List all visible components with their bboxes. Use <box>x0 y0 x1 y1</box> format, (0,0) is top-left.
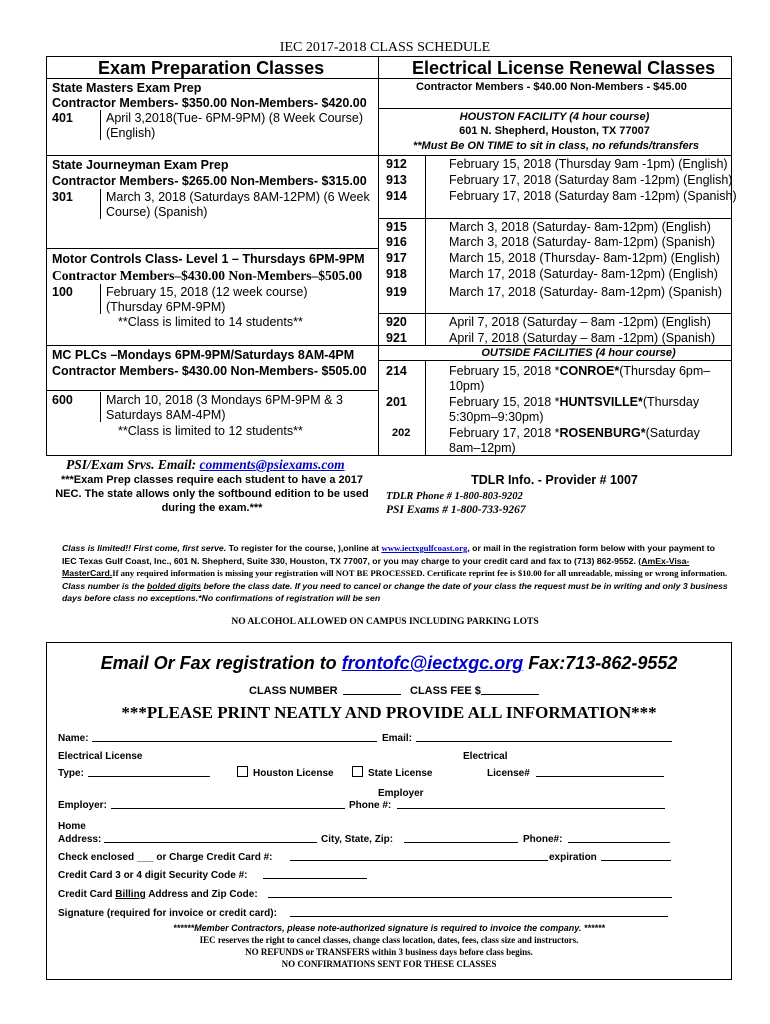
license-type-field[interactable] <box>88 776 210 777</box>
electrical-label: Electrical <box>463 751 508 762</box>
check-or-card-label: Check enclosed ___ or Charge Credit Card #: <box>58 852 273 863</box>
expiration-label: expiration <box>549 852 597 863</box>
motor-title: Motor Controls Class- Level 1 – Thursdays 6PM-9PM <box>52 252 365 266</box>
class-number-field[interactable] <box>343 694 401 695</box>
session-desc: March 17, 2018 (Saturday- 8am-12pm) (English) <box>449 267 718 281</box>
motor-limit: **Class is limited to 14 students** <box>118 315 303 329</box>
name-field[interactable] <box>92 741 377 742</box>
address-label: Address: <box>58 834 102 845</box>
session-code: 915 <box>386 220 407 234</box>
session-desc: February 17, 2018 (Saturday 8am -12pm) (English) <box>449 173 733 187</box>
employer-top-label: Employer <box>378 788 424 799</box>
session-code: 202 <box>392 427 411 439</box>
session-desc: March 3, 2018 (Saturday- 8am-12pm) (Spanish) <box>449 235 716 249</box>
journeyman-desc: March 3, 2018 (Saturdays 8AM-12PM) (6 Week Course) (Spanish) <box>106 190 370 219</box>
credit-card-number-field[interactable] <box>290 860 548 861</box>
home-phone-field[interactable] <box>568 842 670 843</box>
session-desc: February 17, 2018 (Saturday 8am -12pm) (Spanish) <box>449 189 737 203</box>
session-code: 201 <box>386 395 407 409</box>
registration-email-link[interactable]: frontofc@iectxgc.org <box>341 653 524 673</box>
session-code: 916 <box>386 235 407 249</box>
motor-desc: February 15, 2018 (12 week course) (Thursday 6PM-9PM) <box>106 285 308 314</box>
security-code-label: Credit Card 3 or 4 digit Security Code #: <box>58 870 248 881</box>
print-neatly-heading: ***PLEASE PRINT NEATLY AND PROVIDE ALL INFORMATION*** <box>121 703 657 722</box>
session-code: 920 <box>386 315 407 329</box>
session-desc: March 17, 2018 (Saturday- 8am-12pm) (Spanish) <box>449 285 723 299</box>
electrical-license-label: Electrical License <box>58 751 143 762</box>
session-code: 912 <box>386 157 407 171</box>
session-desc: February 15, 2018 *CONROE*(Thursday 6pm–10pm) <box>449 364 711 393</box>
session-desc: February 17, 2018 *ROSENBURG*(Saturday 8am–12pm) <box>449 426 700 455</box>
type-label: Type: <box>58 768 84 779</box>
email-fax-line: Email Or Fax registration to frontofc@iectxgc.org Fax:713-862-9552 <box>100 653 678 673</box>
plc-limit: **Class is limited to 12 students** <box>118 424 303 438</box>
no-refunds-note: NO REFUNDS or TRANSFERS within 3 business days before class begins. <box>245 947 533 957</box>
employer-phone-label: Phone #: <box>349 800 392 811</box>
plc-prices: Contractor Members- $430.00 Non-Members- $505.00 <box>52 364 367 378</box>
session-desc: February 15, 2018 (Thursday 9am -1pm) (English) <box>449 157 728 171</box>
psi-email-label: PSI/Exam Srvs. Email: <box>66 457 200 472</box>
license-number-field[interactable] <box>536 776 664 777</box>
address-field[interactable] <box>104 842 317 843</box>
registration-notice: Class is limited!! First come, first serve. To register for the course, ),online at www.iectxgulfcoast.org, or mail in the registration form below with your payment to IEC Texas Gulf Coast, Inc., 601 N. Shepherd, Suite 330, Houston, TX 77007, or you may charge to your credit card and fax to (713) 862-9552. (AmEx-Visa-MasterCard.If any required information is missing your registration will NOT BE PROCESSED. Certificate reprint fee is $10.00 for all unreadable, missing or wrong information. Class number is the bolded digits before the class date. If you need to cancel or change the date of your class the request must be in writing and only 3 business days before class no exceptions.*No confirmations of registration will be sen <box>62 543 728 603</box>
session-desc: March 15, 2018 (Thursday- 8am-12pm) (English) <box>449 251 720 265</box>
email-label: Email: <box>382 733 413 744</box>
city-state-zip-field[interactable] <box>404 842 518 843</box>
no-confirmations-note: NO CONFIRMATIONS SENT FOR THESE CLASSES <box>281 959 497 969</box>
houston-license-checkbox[interactable]: Houston License <box>237 766 334 781</box>
masters-title: State Masters Exam Prep <box>52 81 202 95</box>
email-field[interactable] <box>416 741 672 742</box>
class-fee-label: CLASS FEE $ <box>410 685 481 697</box>
billing-address-label: Credit Card Billing Address and Zip Code: <box>58 889 258 900</box>
masters-code: 401 <box>52 111 73 125</box>
renewal-prices: Contractor Members - $40.00 Non-Members - $45.00 <box>416 81 687 93</box>
session-code: 917 <box>386 251 407 265</box>
no-alcohol-notice: NO ALCOHOL ALLOWED ON CAMPUS INCLUDING PARKING LOTS <box>231 617 539 627</box>
state-license-checkbox[interactable]: State License <box>352 766 432 781</box>
session-code: 919 <box>386 285 407 299</box>
plc-code: 600 <box>52 393 73 407</box>
journeyman-prices: Contractor Members- $265.00 Non-Members- $315.00 <box>52 174 367 188</box>
class-fee-field[interactable] <box>481 694 539 695</box>
psi-phone: PSI Exams # 1-800-733-9267 <box>386 504 526 516</box>
psi-email-link[interactable]: comments@psiexams.com <box>199 457 345 472</box>
outside-facilities: OUTSIDE FACILITIES (4 hour course) <box>481 347 676 359</box>
home-label: Home <box>58 821 86 832</box>
employer-phone-field[interactable] <box>397 808 665 809</box>
billing-address-field[interactable] <box>268 897 672 898</box>
renewal-heading: Electrical License Renewal Classes <box>412 58 716 78</box>
session-desc: February 15, 2018 *HUNTSVILLE*(Thursday 5:30pm–9:30pm) <box>449 395 700 424</box>
session-desc: April 7, 2018 (Saturday – 8am -12pm) (English) <box>449 315 711 329</box>
home-phone-label: Phone#: <box>523 834 563 845</box>
journeyman-code: 301 <box>52 190 73 204</box>
session-desc: April 7, 2018 (Saturday – 8am -12pm) (Spanish) <box>449 331 716 345</box>
website-link[interactable]: www.iectxgulfcoast.org <box>381 543 468 553</box>
must-be-on-time: **Must Be ON TIME to sit in class, no refunds/transfers <box>413 140 700 152</box>
form-footer <box>46 922 732 970</box>
tdlr-info: TDLR Info. - Provider # 1007 <box>471 473 638 487</box>
plc-title: MC PLCs –Mondays 6PM-9PM/Saturdays 8AM-4PM <box>52 348 355 362</box>
plc-desc: March 10, 2018 (3 Mondays 6PM-9PM & 3 Saturdays 8AM-4PM) <box>106 393 343 422</box>
employer-label: Employer: <box>58 800 107 811</box>
signature-field[interactable] <box>290 916 668 917</box>
tdlr-phone: TDLR Phone # 1-800-803-9202 <box>386 491 523 502</box>
name-label: Name: <box>58 733 89 744</box>
session-code: 921 <box>386 331 407 345</box>
member-contractor-note: ******Member Contractors, please note-authorized signature is required to invoice the company. ****** <box>173 923 605 933</box>
session-code: 918 <box>386 267 407 281</box>
masters-desc: April 3,2018(Tue- 6PM-9PM) (8 Week Course) (English) <box>106 111 364 140</box>
motor-prices: Contractor Members–$430.00 Non-Members–$505.00 <box>52 268 363 283</box>
session-desc: March 3, 2018 (Saturday- 8am-12pm) (English) <box>449 220 711 234</box>
security-code-field[interactable] <box>263 878 367 879</box>
journeyman-title: State Journeyman Exam Prep <box>52 158 229 172</box>
session-code: 913 <box>386 173 407 187</box>
page-title: IEC 2017-2018 CLASS SCHEDULE <box>279 40 491 55</box>
psi-email-line <box>66 457 345 472</box>
employer-field[interactable] <box>111 808 345 809</box>
masters-prices: Contractor Members- $350.00 Non-Members- $420.00 <box>52 96 367 110</box>
motor-code: 100 <box>52 285 73 299</box>
session-code: 214 <box>386 364 407 378</box>
iec-reserves-note: IEC reserves the right to cancel classes, change class location, dates, fees, class size and instructors. <box>199 935 579 945</box>
expiration-field[interactable] <box>601 860 671 861</box>
signature-label: Signature (required for invoice or credit card): <box>58 908 277 919</box>
exam-prep-heading: Exam Preparation Classes <box>98 58 325 78</box>
houston-address: 601 N. Shepherd, Houston, TX 77007 <box>459 125 650 137</box>
license-number-label: License# <box>487 768 530 779</box>
class-number-label: CLASS NUMBER <box>249 685 338 697</box>
session-code: 914 <box>386 189 407 203</box>
city-state-zip-label: City, State, Zip: <box>321 834 394 845</box>
nec-note: ***Exam Prep classes require each student to have a 2017 NEC. The state allows only the softbound edition to be used during the exam.*** <box>55 474 369 514</box>
houston-facility: HOUSTON FACILITY (4 hour course) <box>459 111 650 123</box>
